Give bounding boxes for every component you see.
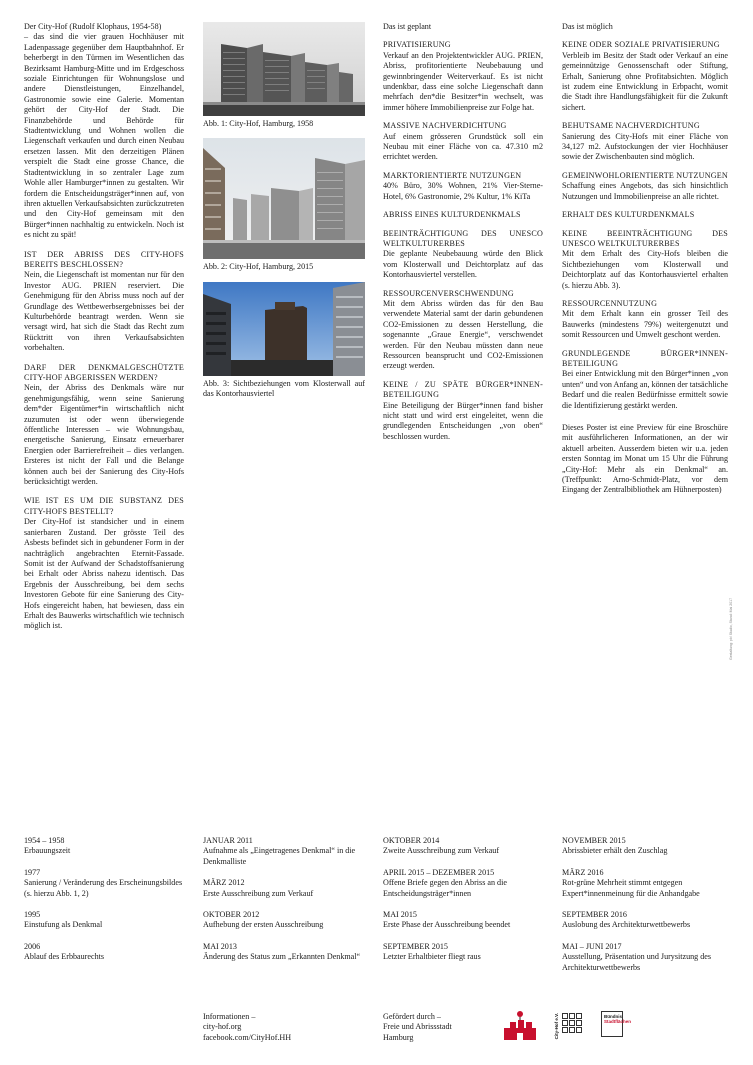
planned-section-title: MARKTORIENTIERTE NUTZUNGEN [383,170,522,180]
timeline-text: Änderung des Status zum „Erkannten Denkmal“ [203,952,361,962]
timeline-date: MAI – JUNI 2017 [562,941,622,951]
timeline-text: Auslobung des Architekturwettbewerbs [562,920,691,930]
timeline-date: OKTOBER 2014 [383,836,440,845]
planned-section-title: RESSOURCENVERSCHWENDUNG [383,288,514,298]
question-2-title: DARF DER DENKMALGESCHÜTZTE CITY-HOF ABGERISSEN WERDEN? [24,362,184,382]
planned-section-body: Mit dem Abriss würden das für den Bau verwendete Material samt der darin gebundenen CO2-Emissionen zu dessen Herstellung, die sogenannte „Graue Energie“, verschwendet werden. Für den Neubau müssten dann neue Ressourcen beansprucht und CO2-Emissionen erzeugt werden. [383,298,543,371]
planned-header: Das ist geplant [383,22,432,31]
timeline-entry [203,878,365,899]
possible-section-title: RESSOURCENNUTZUNG [562,298,658,308]
possible-section-body: Sanierung des City-Hofs mit einer Fläche von 34,127 m2. Aufstockungen der vier Hochhäuser sowie der Zwischenbauten sind möglich. [562,131,728,162]
timeline-entry [383,942,543,963]
hamburg-wrecking-ball-logo [500,1010,542,1044]
intro-body: – das sind die vier grauen Hochhäuser mit Ladenpassage gegenüber dem Hauptbahnhof. Er beherbergt in den Türmen im Wesentlichen das Bezirksamt Hamburg-Mitte und im Erdgeschoss soziale Einrichtungen für Wohnungslose und andere Dienstleistungen, Einzelhandel, Gastronomie sowie eine Galerie. Momentan gehört der City-Hof der Stadt. Die Finanzbehörde und Behörde für Stadtentwicklung und Wohnen wollen die Liegenschaft verkaufen und durch einen Neubau ersetzen lassen. Mit den derzeitigen Plänen verspielt die Stadt eine grosse Chance, die Stadtentwicklung in so zentraler Lage zum Wohle aller Hamburger*innen zu gestalten. Wir fordern die Entscheidungsträger*innen auf, von ihren aktuellen Verkaufsabsichten zurückzutreten und den City-Hof gemeinsam mit den Bürger*innen nachhaltig zu entwickeln. Noch ist es nicht zu spät! [24,32,184,240]
city-hof-ev-logo [554,1013,582,1039]
timeline-entry [383,836,543,857]
planned-section-body: 40% Büro, 30% Wohnen, 21% Vier-Sterne-Hotel, 6% Gastronomie, 2% Kultur, 1% KiTa [383,181,543,201]
footer-funding [383,1012,503,1043]
timeline-text: Rot-grüne Mehrheit stimmt entgegen Expert*innenmeinung für die Anhandgabe [562,878,700,898]
column-possible [562,22,728,496]
info-label: Informationen – [203,1012,256,1021]
funding-label: Gefördert durch – [383,1012,441,1021]
timeline-entry [203,942,365,963]
timeline-date: MAI 2013 [203,941,237,951]
planned-section-body: Eine Beteiligung der Bürger*innen fand bisher nicht statt und wird erst eingeleitet, wenn die grundlegenden Entscheidungen „von oben“ beschlossen wurden. [383,400,543,441]
timeline-date: OKTOBER 2012 [203,910,260,920]
timeline-entry [562,910,728,931]
photo-city-hof-1958 [203,22,365,116]
planned-section-title: PRIVATISIERUNG [383,40,451,50]
timeline-text: Letzter Erhaltbieter fliegt raus [383,952,481,962]
timeline-date: JANUAR 2011 [203,836,253,845]
planned-section-body: Verkauf an den Projektentwickler AUG. PRIEN, Abriss, profitorientierte Neubebauung und gewinnbringender Weiterverkauf. Es ist nicht undenkbar, dass eine solche Liegenschaft dann mehrfach den*die Besitzer*in wechselt, was immer höhere Immobilienpreise zur Folge hat. [383,50,543,112]
facebook-link[interactable]: facebook.com/CityHof.HH [203,1032,292,1042]
timeline-entry [24,836,184,857]
timeline-text: Aufhebung der ersten Ausschreibung [203,920,324,930]
possible-section-body: Schaffung eines Angebots, das sich hinsichtlich Nutzungen und Immobilienpreise an alle richtet. [562,181,728,201]
timeline-text: Ausstellung, Präsentation und Jurysitzung des Architekturwettbewerbs [562,952,712,972]
caption-photo-2: Abb. 2: City-Hof, Hamburg, 2015 [203,262,314,272]
timeline-entry [383,910,543,931]
timeline-column-2 [203,836,365,974]
question-3-title: WIE IST ES UM DIE SUBSTANZ DES CITY-HOFS BESTELLT? [24,496,184,516]
timeline-date: MAI 2015 [383,910,417,920]
buendnis-logo [601,1011,632,1037]
buendnis-logo-line-1: Bündnis [604,1014,622,1019]
timeline-text: Abrissbieter erhält den Zuschlag [562,846,668,856]
question-1-body: Nein, die Liegenschaft ist momentan nur für den Investor AUG. PRIEN reserviert. Die Genehmigung für den Abriss muss noch auf der Grundlage des Wettbewerbsergebnisses bei der Kulturbehörde beantragt werden. Wenn sie versagt wird, hat sich die Stadt das Recht zum Rücktritt von ihren Verkaufsabsichten vorbehalten. [24,270,184,353]
caption-photo-1: Abb. 1: City-Hof, Hamburg, 1958 [203,119,314,128]
timeline-text: Aufnahme als „Eingetragenes Denkmal“ in die Denkmalliste [203,846,356,866]
brochure-note: Dieses Poster ist eine Preview für eine Broschüre mit ausführlicheren Informationen, an der wir aktuell arbeiten. Ausserdem bieten wir u.a. jeden ersten Sonntag im Monat um 15 Uhr die Führung „City-Hof: Mehr als ein Denkmal“ an. (Treffpunkt: Arno-Schmidt-Platz, vor dem Eingang der Zentralbibliothek am Hühnerposten) [562,423,728,495]
possible-section-title: KEINE BEEINTRÄCHTIGUNG DES UNESCO WELTKULTURERBES [562,228,728,248]
caption-photo-3: Abb. 3: Sichtbeziehungen vom Klosterwall auf das Kontorhausviertel [203,378,365,399]
planned-section-title: KEINE / ZU SPÄTE BÜRGER*INNEN-BETEILIGUNG [383,379,543,400]
planned-section-body: Auf einem grösseren Grundstück soll ein Neubau mit einer Fläche von ca. 47.310 m2 errichtet werden. [383,131,543,162]
timeline-date: 2006 [24,941,41,951]
timeline-text: Zweite Ausschreibung zum Verkauf [383,846,500,856]
planned-section-title: ABRISS EINES KULTURDENKMALS [383,210,521,220]
timeline-entry [562,942,728,973]
timeline-entry [203,836,365,867]
column-photos [203,22,365,409]
timeline-date: MÄRZ 2016 [562,867,604,877]
city-hof-ev-wordmark: City-Hof e.V. [554,1013,559,1040]
possible-section-body: Mit dem Erhalt des City-Hofs bleiben die Sichtbeziehungen vom Klosterwall und Deichtorplatz auf das Kontorhausviertel erhalten (s. hierzu Abb. 3). [562,249,728,290]
timeline-date: SEPTEMBER 2015 [383,941,448,951]
timeline-date: MÄRZ 2012 [203,878,245,888]
timeline-entry [383,868,543,899]
possible-section-title: BEHUTSAME NACHVERDICHTUNG [562,121,700,131]
planned-section-body: Die geplante Neubebauung würde den Blick vom Klosterwall und Deichtorplatz auf das Kontorhausviertel verstellen. [383,249,543,280]
question-1-title: IST DER ABRISS DES CITY-HOFS BEREITS BESCHLOSSEN? [24,249,184,269]
timeline-text: Erbauungszeit [24,846,71,856]
timeline-entry [562,836,728,857]
timeline-text: Erste Ausschreibung zum Verkauf [203,888,314,898]
timeline-text: Offene Briefe gegen den Abriss an die Entscheidungsträger*innen [383,878,507,898]
timeline-entry [24,942,184,963]
timeline-column-3 [383,836,543,974]
question-3-body: Der City-Hof ist standsicher und in einem sanierbaren Zustand. Der grösste Teil des Asbests befindet sich in gebundener Form in der nachträglich angebrachten Eternit-Fassade. Somit ist der Aufwand der Schadstoffsanierung bei Erhalt oder Abriss nahezu identisch. Das Ergebnis der Ausschreibung, bei dem sechs Investoren Gebote für eine Sanierung des City-Hofs eingereicht haben, hat bewiesen, dass ein Erhalt des Bauwerks wirtschaftlich wie technisch möglich ist. [24,517,184,631]
funding-name-line-1: Freie und Abrissstadt [383,1022,452,1032]
column-planned [383,22,543,442]
city-hof-window-grid-icon [562,1013,582,1033]
planned-section-title: MASSIVE NACHVERDICHTUNG [383,121,507,131]
timeline-text: Sanierung / Veränderung des Erscheinungsbildes (s. hierzu Abb. 1, 2) [24,878,183,898]
timeline-text: Einstufung als Denkmal [24,920,103,930]
possible-section-title: ERHALT DES KULTURDENKMALS [562,210,695,220]
possible-section-body: Verbleib im Besitz der Stadt oder Verkauf an eine gemeinnützige Genossenschaft oder Stiftung, Erhalt, Sanierung ohne Profitabsichten. Möglich ist zudem eine Entwicklung in Erbpacht, womit die Stadt ihre Handlungsfähigkeit für die Zukunft sichert. [562,50,728,112]
timeline-entry [24,868,184,899]
planned-section-title: BEEINTRÄCHTIGUNG DES UNESCO WELTKULTURERBES [383,228,543,248]
footer-information [203,1012,363,1043]
buendnis-logo-line-2: Stadtflächen [604,1019,632,1024]
website-link[interactable]: city-hof.org [203,1022,242,1032]
possible-section-body: Bei einer Entwicklung mit den Bürger*innen „von unten“ und von Anfang an, können der tatsächliche Bedarf und die realen Bedürfnisse ermittelt sowie die Identifizierung gestärkt werden. [562,369,728,410]
timeline-entry [203,910,365,931]
possible-header: Das ist möglich [562,22,613,31]
timeline-column-4 [562,836,728,984]
timeline-text: Ablauf des Erbbaurechts [24,952,105,962]
possible-section-title: KEINE ODER SOZIALE PRIVATISIERUNG [562,40,720,50]
possible-section-body: Mit dem Erhalt kann ein grosser Teil des Bauwerks (mindestens 79%) weitergenutzt und somit Ressourcen und Umwelt geschont werden. [562,309,728,340]
intro-title: Der City-Hof (Rudolf Klophaus, 1954-58) [24,22,162,31]
column-city-hof-info [24,22,184,632]
question-2-body: Nein, der Abriss des Denkmals wäre nur genehmigungsfähig, wenn seine Sanierung dem*der Eigentümer*in wirtschaftlich nicht zuzumuten ist oder wenn überwiegende öffentliche Interessen – wie Wohnungsbau, energetische Sanierung, Einsatz erneuerbarer Energien oder Barrierefreiheit – dies verlangen. Ersteres ist nicht der Fall und die Belange können auch bei der Sanierung des City-Hofs berücksichtigt werden. [24,383,184,487]
possible-section-title: GEMEINWOHLORIENTIERTE NUTZUNGEN [562,170,728,180]
photo-sightlines-klosterwall [203,282,365,376]
timeline-column-1 [24,836,184,974]
photo-city-hof-2015 [203,138,365,259]
possible-section-title: GRUNDLEGENDE BÜRGER*INNEN-BETEILIGUNG [562,348,728,368]
timeline-text: Erste Phase der Ausschreibung beendet [383,920,511,930]
timeline-entry [562,868,728,899]
design-credit: Gestaltung: pb! Studio, Stand: Mai 2017 [729,597,733,660]
timeline-date: 1954 – 1958 [24,836,65,845]
timeline-entry [24,910,184,931]
timeline-date: NOVEMBER 2015 [562,836,626,845]
funding-name-line-2: Hamburg [383,1032,414,1042]
timeline-date: 1977 [24,867,41,877]
timeline-date: 1995 [24,910,41,920]
timeline-date: APRIL 2015 – DEZEMBER 2015 [383,867,495,877]
timeline-date: SEPTEMBER 2016 [562,910,627,920]
